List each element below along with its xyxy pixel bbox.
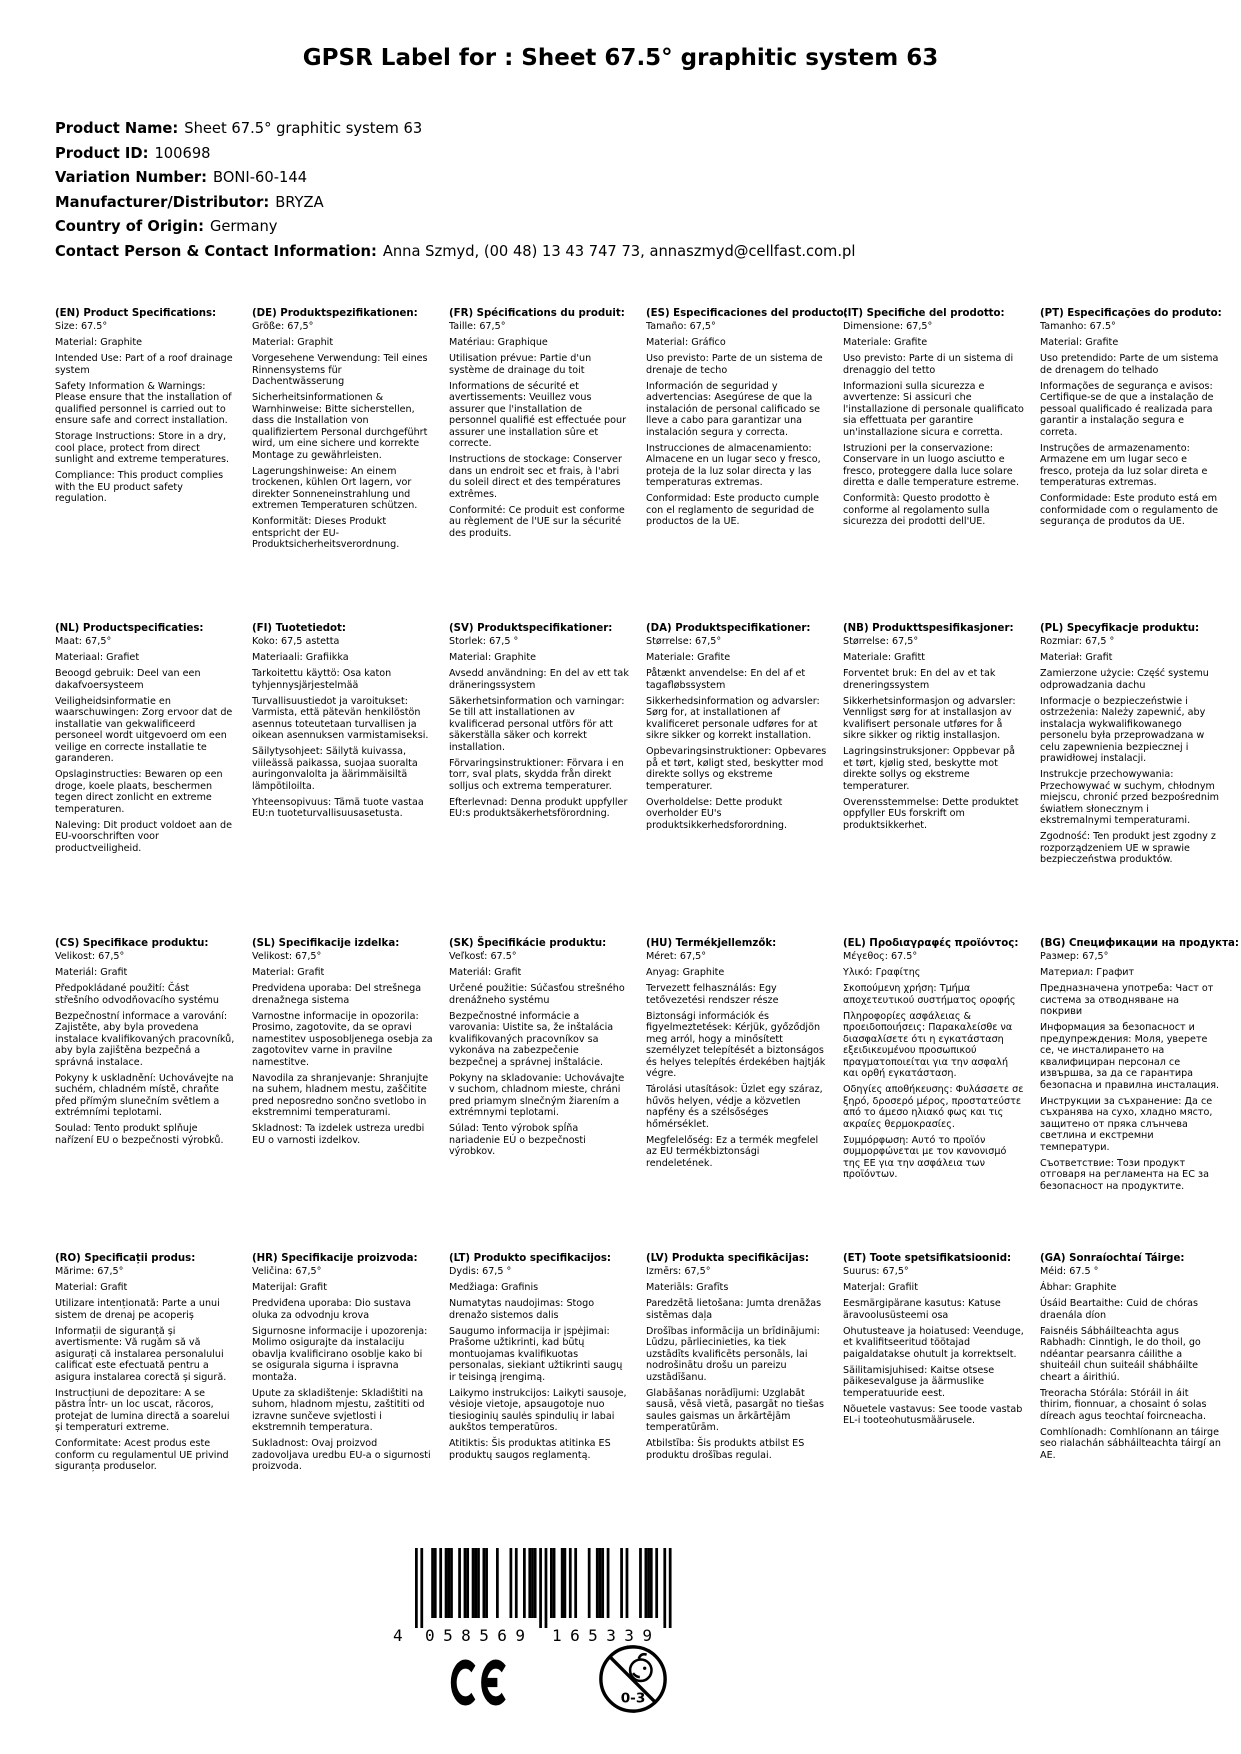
lang-block-header: (SL) Specifikacije izdelka: bbox=[252, 938, 400, 949]
product-info bbox=[55, 120, 855, 267]
barcode-digits-right: 165339 bbox=[552, 1626, 652, 1644]
spec-paragraph: Instrucțiuni de depozitare: A se păstra într- un loc uscat, răcoros, protejat de lumina directă a soarelui și temperaturi extreme. bbox=[55, 1387, 230, 1433]
lang-block-header: (HU) Termékjellemzők: bbox=[646, 938, 777, 949]
lang-block-header: (IT) Specifiche del prodotto: bbox=[843, 308, 1005, 319]
spec-paragraph: Skladnost: Ta izdelek ustreza uredbi EU o varnosti izdelkov. bbox=[252, 1123, 425, 1146]
spec-paragraph: Saugumo informacija ir įspėjimai: Prašome užtikrinti, kad būtų montuojamas kvalifikuotas personalas, siekiant užtikrinti saugų ir teisingą įrengimą. bbox=[449, 1325, 623, 1383]
spec-paragraph: Bezpečnostné informácie a varovania: Uistite sa, že inštalácia kvalifikovaných pracovníkov sa vykonáva na zabezpečenie bezpečnej a správnej inštalácie. bbox=[449, 1010, 614, 1068]
spec-paragraph: Instruções de armazenamento: Armazene em um lugar seco e fresco, proteja da luz solar direta e temperaturas extremas. bbox=[1040, 442, 1208, 488]
spec-paragraph: Σκοπούμενη χρήση: Τμήμα αποχετευτικού συστήματος οροφής bbox=[843, 983, 1016, 1006]
spec-paragraph: Varnostne informacije in opozorila: Prosimo, zagotovite, da se opravi namestitev usposobljenega osebja za zagotovitev varne in pravilne namestitve. bbox=[252, 1010, 433, 1068]
spec-paragraph: Tamanho: 67.5° bbox=[1040, 321, 1116, 332]
lang-block-ga bbox=[1040, 1253, 1221, 1568]
lang-block-header: (PT) Especificações do produto: bbox=[1040, 308, 1222, 319]
spec-paragraph: Súlad: Tento výrobok spĺňa nariadenie EÚ o bezpečnosti výrobkov. bbox=[449, 1123, 586, 1157]
spec-paragraph: Materjal: Grafiit bbox=[843, 1282, 918, 1293]
spec-paragraph: Material: Gráfico bbox=[646, 337, 726, 348]
product-id-line bbox=[55, 145, 855, 162]
spec-paragraph: Suurus: 67,5° bbox=[843, 1266, 909, 1277]
spec-paragraph: Size: 67.5° bbox=[55, 321, 108, 332]
lang-block-lt bbox=[449, 1253, 630, 1568]
spec-paragraph: Instrukcje przechowywania: Przechowywać w suchym, chłodnym miejscu, chronić przed bezpośrednim światłem słonecznym i ekstremalnymi temperaturami. bbox=[1040, 769, 1219, 826]
spec-paragraph: Zgodność: Ten produkt jest zgodny z rozporządzeniem UE w sprawie bezpieczeństwa produktów. bbox=[1040, 831, 1216, 865]
spec-paragraph: Compliance: This product complies with the EU product safety regulation. bbox=[55, 470, 224, 504]
spec-paragraph: Tárolási utasítások: Üzlet egy száraz, hűvös helyen, védje a közvetlen napfény és a szélsőséges hőmérséklet. bbox=[646, 1084, 823, 1130]
spec-paragraph: Biztonsági információk és figyelmeztetések: Kérjük, győződjön meg arról, hogy a minősített személyzet telepítését a biztonságos és helyes telepítés érdekében hajtják végre. bbox=[646, 1010, 826, 1079]
lang-block-nl bbox=[55, 623, 236, 938]
spec-paragraph: Μέγεθος: 67.5° bbox=[843, 951, 918, 962]
spec-paragraph: Materiaali: Grafiikka bbox=[252, 652, 349, 663]
spec-paragraph: Storlek: 67,5 ° bbox=[449, 636, 519, 647]
spec-paragraph: Størrelse: 67,5° bbox=[843, 636, 919, 647]
spec-paragraph: Medžiaga: Grafinis bbox=[449, 1282, 539, 1293]
spec-paragraph: Pokyny na skladovanie: Uchovávajte v suchom, chladnom mieste, chráni pred priamym slnečným žiarením a extrémnymi teplotami. bbox=[449, 1072, 625, 1118]
spec-paragraph: Overensstemmelse: Dette produktet oppfyller EUs forskrift om produktsikkerhet. bbox=[843, 796, 1019, 831]
lang-block-da bbox=[646, 623, 827, 938]
spec-paragraph: Overholdelse: Dette produkt overholder EU's produktsikkerhedsforordning. bbox=[646, 796, 788, 831]
spec-paragraph: Material: Grafite bbox=[1040, 337, 1119, 348]
lang-block-hu bbox=[646, 938, 827, 1253]
spec-paragraph: Conformité: Ce produit est conforme au règlement de l'UE sur la sécurité des produits. bbox=[449, 504, 625, 539]
spec-paragraph: Πληροφορίες ασφάλειας & προειδοποιήσεις: Παρακαλείσθε να διασφαλίσετε ότι η εγκατάσταση εξειδικευμένου προσωπικού πραγματοποιείται για την ασφαλή και ορθή εγκατάσταση. bbox=[843, 1010, 1013, 1079]
spec-paragraph: Nõuetele vastavus: See toode vastab EL-i tooteohutusmäärusele. bbox=[843, 1403, 1023, 1426]
spec-paragraph: Größe: 67,5° bbox=[252, 321, 314, 332]
spec-paragraph: Materiale: Grafite bbox=[843, 337, 928, 348]
spec-paragraph: Veľkosť: 67.5° bbox=[449, 951, 517, 962]
variation-number-line bbox=[55, 169, 855, 186]
spec-paragraph: Istruzioni per la conservazione: Conservare in un luogo asciutto e fresco, proteggere dalla luce solare diretta e dalle temperature estreme. bbox=[843, 442, 1019, 488]
spec-paragraph: Predviđena uporaba: Dio sustava oluka za odvodnju krova bbox=[252, 1298, 412, 1321]
spec-paragraph: Sikkerhedsinformation og advarsler: Sørg for, at installationen af kvalificeret personale udføres for at sikre sikker og korrekt installation. bbox=[646, 695, 820, 741]
spec-paragraph: Materiale: Grafitt bbox=[843, 652, 925, 663]
lang-block-header: (CS) Specifikace produktu: bbox=[55, 938, 209, 949]
spec-paragraph: Treoracha Stórála: Stóráil in áit thirim, fionnuar, a chosaint ó solas díreach agus teochtaí foircneacha. bbox=[1040, 1387, 1207, 1422]
spec-paragraph: Konformität: Dieses Produkt entspricht der EU-Produktsicherheitsverordnung. bbox=[252, 516, 400, 550]
spec-paragraph: Matériau: Graphique bbox=[449, 337, 548, 348]
spec-paragraph: Informații de siguranță și avertismente: Vă rugăm să vă asigurați că instalarea personalului calificat este efectuată pentru a asigura instalarea corectă și sigură. bbox=[55, 1325, 227, 1383]
spec-paragraph: Maat: 67,5° bbox=[55, 636, 112, 647]
spec-paragraph: Informations de sécurité et avertissements: Veuillez vous assurer que l'installation de personnel qualifié est effectuée pour assurer une installation sûre et correcte. bbox=[449, 380, 627, 449]
spec-paragraph: Sigurnosne informacije i upozorenja: Molimo osigurajte da instalaciju obavlja kvalificirano osoblje kako bi se osigurala sigurna i ispravna montaža. bbox=[252, 1325, 428, 1383]
country-of-origin-line bbox=[55, 218, 855, 235]
spec-paragraph: Material: Grafit bbox=[55, 1282, 128, 1293]
spec-paragraph: Efterlevnad: Denna produkt uppfyller EU:s produktsäkerhetsförordning. bbox=[449, 796, 628, 819]
variation-number-value: BONI-60-144 bbox=[213, 169, 308, 186]
spec-paragraph: Tervezett felhasználás: Egy tetővezetési rendszer része bbox=[646, 983, 779, 1006]
spec-paragraph: Atitiktis: Šis produktas atitinka ES produktų saugos reglamentą. bbox=[449, 1438, 611, 1461]
spec-paragraph: Sikkerhetsinformasjon og advarsler: Vennligst sørg for at installasjon av kvalifisert personale utføres for å sikre sikker og riktig installasjon. bbox=[843, 695, 1016, 741]
lang-block-it bbox=[843, 308, 1024, 623]
spec-paragraph: Material: Graphit bbox=[252, 337, 334, 348]
spec-paragraph: Méret: 67,5° bbox=[646, 951, 707, 962]
language-grid bbox=[55, 308, 1239, 1568]
spec-paragraph: Faisnéis Sábháilteachta agus Rabhadh: Cinntigh, le do thoil, go ndéantar pearsanra cáilithe a shuiteáil chun suiteáil shábháilte cheart a áirithiú. bbox=[1040, 1325, 1201, 1383]
spec-paragraph: Lagringsinstruksjoner: Oppbevar på et tørt, kjølig sted, beskytte mot direkte sollys og ekstreme temperaturer. bbox=[843, 746, 1015, 792]
spec-paragraph: Lagerungshinweise: An einem trockenen, kühlen Ort lagern, vor direkter Sonneneinstrahlung und extremen Temperaturen schützen. bbox=[252, 465, 418, 511]
manufacturer-line bbox=[55, 194, 855, 211]
spec-paragraph: Drošības informācija un brīdinājumi: Lūdzu, pārliecinieties, ka tiek uzstādīts kvalificēts personāls, lai nodrošinātu drošu un pareizu uzstādīšanu. bbox=[646, 1325, 820, 1383]
lang-block-de bbox=[252, 308, 433, 623]
spec-paragraph: Upute za skladištenje: Skladištiti na suhom, hladnom mjestu, zaštititi od izravne sunčeve svjetlosti i ekstremnih temperatura. bbox=[252, 1387, 425, 1433]
spec-paragraph: Conformidad: Este producto cumple con el reglamento de seguridad de productos de la UE. bbox=[646, 493, 819, 527]
spec-paragraph: Numatytas naudojimas: Stogo drenažo sistemos dalis bbox=[449, 1298, 595, 1321]
lang-block-header: (ES) Especificaciones del producto: bbox=[646, 308, 848, 319]
lang-block-header: (HR) Specifikacije proizvoda: bbox=[252, 1253, 418, 1264]
spec-paragraph: Megfelelőség: Ez a termék megfelel az EU termékbiztonsági rendeletének. bbox=[646, 1134, 819, 1169]
spec-paragraph: Rozmiar: 67,5 ° bbox=[1040, 636, 1115, 647]
spec-paragraph: Материал: Графит bbox=[1040, 967, 1135, 978]
spec-paragraph: Material: Graphite bbox=[55, 337, 143, 348]
contact-line bbox=[55, 243, 855, 260]
lang-block-hr bbox=[252, 1253, 433, 1568]
spec-paragraph: Dimensione: 67,5° bbox=[843, 321, 933, 332]
spec-paragraph: Ohutusteave ja hoiatused: Veenduge, et kvalifitseeritud töötajad paigaldatakse ohutult ja korrektselt. bbox=[843, 1325, 1024, 1360]
spec-paragraph: Информация за безопасност и предупреждения: Моля, уверете се, че инсталирането на квалифициран персонал се извършва, за да се гарантира безопасна и правилна инсталация. bbox=[1040, 1022, 1220, 1091]
spec-paragraph: Comhlíonadh: Comhlíonann an táirge seo rialachán sábháilteachta táirgí an AE. bbox=[1040, 1426, 1221, 1461]
lang-block-fi bbox=[252, 623, 433, 938]
lang-block-header: (PL) Specyfikacje produktu: bbox=[1040, 623, 1200, 634]
product-name-value: Sheet 67.5° graphitic system 63 bbox=[184, 120, 423, 137]
spec-paragraph: Säilytysohjeet: Säilytä kuivassa, viileässä paikassa, suojaa suoralta auringonvalolta ja äärimmäisiltä lämpötiloilta. bbox=[252, 746, 418, 792]
lang-block-header: (DE) Produktspezifikationen: bbox=[252, 308, 418, 319]
spec-paragraph: Materiál: Grafit bbox=[55, 967, 128, 978]
lang-block-header: (EL) Προδιαγραφές προϊόντος: bbox=[843, 938, 1019, 949]
spec-paragraph: Utilisation prévue: Partie d'un système de drainage du toit bbox=[449, 353, 592, 376]
manufacturer-label: Manufacturer/Distributor: bbox=[55, 193, 270, 211]
lang-block-el bbox=[843, 938, 1024, 1253]
spec-paragraph: Předpokládané použití: Část střešního odvodňovacího systému bbox=[55, 983, 219, 1006]
spec-paragraph: Størrelse: 67,5° bbox=[646, 636, 722, 647]
spec-paragraph: Yhteensopivuus: Tämä tuote vastaa EU:n tuoteturvallisuusasetusta. bbox=[252, 796, 424, 819]
spec-paragraph: Opbevaringsinstruktioner: Opbevares på et tørt, køligt sted, beskytter mod direkte sollys og ekstreme temperaturer. bbox=[646, 746, 827, 792]
lang-block-header: (ET) Toote spetsifikatsioonid: bbox=[843, 1253, 1012, 1264]
country-of-origin-label: Country of Origin: bbox=[55, 218, 204, 235]
product-name-line bbox=[55, 120, 855, 137]
spec-paragraph: Materijal: Grafit bbox=[252, 1282, 327, 1293]
spec-paragraph: Uso previsto: Parte di un sistema di drenaggio del tetto bbox=[843, 353, 1014, 376]
spec-paragraph: Sukladnost: Ovaj proizvod zadovoljava uredbu EU-a o sigurnosti proizvoda. bbox=[252, 1438, 431, 1472]
spec-paragraph: Velikost: 67,5° bbox=[252, 951, 322, 962]
spec-paragraph: Informazioni sulla sicurezza e avvertenze: Si assicuri che l'installazione di personale qualificato sia effettuata per garantire un'installazione sicura e corretta. bbox=[843, 380, 1024, 438]
spec-paragraph: Uso pretendido: Parte de um sistema de drenagem do telhado bbox=[1040, 353, 1219, 376]
barcode-digits-left: 058569 bbox=[425, 1626, 525, 1644]
country-of-origin-value: Germany bbox=[209, 218, 278, 235]
spec-paragraph: Συμμόρφωση: Αυτό το προϊόν συμμορφώνεται με τον κανονισμό της ΕΕ για την ασφάλεια των προϊόντων. bbox=[843, 1134, 1007, 1180]
ce-mark-icon bbox=[450, 1654, 516, 1711]
spec-paragraph: Veličina: 67,5° bbox=[252, 1266, 322, 1277]
spec-paragraph: Material: Graphite bbox=[449, 652, 537, 663]
spec-paragraph: Materiale: Grafite bbox=[646, 652, 731, 663]
spec-paragraph: Intended Use: Part of a roof drainage system bbox=[55, 353, 233, 376]
lang-block-header: (LV) Produkta specifikācijas: bbox=[646, 1253, 809, 1264]
spec-paragraph: Mărime: 67,5° bbox=[55, 1266, 124, 1277]
spec-paragraph: Οδηγίες αποθήκευσης: Φυλάσσετε σε ξηρό, δροσερό μέρος, προστατεύστε από το άμεσο ηλιακό φως και τις ακραίες θερμοκρασίες. bbox=[843, 1084, 1024, 1130]
spec-paragraph: Υλικό: Γραφίτης bbox=[843, 967, 921, 978]
spec-paragraph: Tamaño: 67,5° bbox=[646, 321, 716, 332]
lang-block-header: (BG) Спецификации на продукта: bbox=[1040, 938, 1239, 949]
spec-paragraph: Размер: 67,5° bbox=[1040, 951, 1109, 962]
lang-block-header: (NL) Productspecificaties: bbox=[55, 623, 204, 634]
spec-paragraph: Anyag: Graphite bbox=[646, 967, 725, 978]
spec-paragraph: Pokyny k uskladnění: Uchovávejte na suchém, chladném místě, chraňte před přímým slunečním světlem a extrémními teplotami. bbox=[55, 1072, 234, 1118]
spec-paragraph: Sicherheitsinformationen & Warnhinweise: Bitte sicherstellen, dass die Installation von qualifiziertem Personal durchgeführt wird, um eine sichere und korrekte Montage zu gewährleisten. bbox=[252, 392, 428, 461]
spec-paragraph: Materiál: Grafit bbox=[449, 967, 522, 978]
lang-block-sv bbox=[449, 623, 630, 938]
spec-paragraph: Materiaal: Grafiet bbox=[55, 652, 140, 663]
manufacturer-value: BRYZA bbox=[275, 193, 324, 211]
spec-paragraph: Conformidade: Este produto está em conformidade com o regulamento de segurança de produtos da UE. bbox=[1040, 493, 1219, 527]
spec-paragraph: Izmērs: 67,5° bbox=[646, 1266, 711, 1277]
lang-block-en bbox=[55, 308, 236, 623]
spec-paragraph: Laikymo instrukcijos: Laikyti sausoje, vėsioje vietoje, apsaugotoje nuo tiesioginių saulės spindulių ir labai aukštos temperatūros. bbox=[449, 1387, 627, 1433]
contact-label: Contact Person & Contact Information: bbox=[55, 242, 377, 260]
spec-paragraph: Storage Instructions: Store in a dry, cool place, protect from direct sunlight and extreme temperatures. bbox=[55, 431, 230, 465]
lang-block-header: (SK) Špecifikácie produktu: bbox=[449, 938, 607, 949]
spec-paragraph: Съответствие: Този продукт отговаря на регламента на ЕС за безопасност на продуктите. bbox=[1040, 1157, 1209, 1192]
spec-paragraph: Предназначена употреба: Част от система за отводняване на покриви bbox=[1040, 983, 1214, 1017]
spec-paragraph: Förvaringsinstruktioner: Förvara i en torr, sval plats, skydda från direkt solljus och extrema temperaturer. bbox=[449, 757, 624, 792]
spec-paragraph: Tarkoitettu käyttö: Osa katon tyhjennysjärjestelmää bbox=[252, 668, 392, 691]
spec-paragraph: Инструкции за съхранение: Да се съхранява на сухо, хладно място, защитено от пряка слънчева светлина и екстремни температури. bbox=[1040, 1095, 1213, 1153]
spec-paragraph: Beoogd gebruik: Deel van een dakafvoersysteem bbox=[55, 668, 201, 691]
age-warning-0-3-icon bbox=[596, 1642, 670, 1716]
age-range-text: 0-3 bbox=[620, 1690, 646, 1707]
spec-paragraph: Avsedd användning: En del av ett tak dräneringssystem bbox=[449, 668, 629, 691]
spec-paragraph: Méid: 67.5 ° bbox=[1040, 1266, 1099, 1277]
lang-block-header: (RO) Specificații produs: bbox=[55, 1253, 196, 1264]
spec-paragraph: Navodila za shranjevanje: Shranjujte na suhem, hladnem mestu, zaščitite pred neposredno sončno svetlobo in ekstremnimi temperaturami. bbox=[252, 1072, 429, 1118]
spec-paragraph: Predvidena uporaba: Del strešnega drenažnega sistema bbox=[252, 983, 422, 1006]
spec-paragraph: Conformitate: Acest produs este conform cu regulamentul UE privind siguranța produselor. bbox=[55, 1438, 229, 1472]
spec-paragraph: Zamierzone użycie: Część systemu odprowadzania dachu bbox=[1040, 668, 1209, 691]
spec-paragraph: Glabāšanas norādījumi: Uzglabāt sausā, vēsā vietā, pasargāt no tiešas saules gaismas un ārkārtējām temperatūrām. bbox=[646, 1387, 825, 1433]
lang-block-header: (DA) Produktspecifikationer: bbox=[646, 623, 811, 634]
spec-paragraph: Úsáid Beartaithe: Cuid de chóras draenála díon bbox=[1040, 1298, 1199, 1321]
spec-paragraph: Určené použitie: Súčasťou strešného drenážneho systému bbox=[449, 983, 625, 1006]
spec-paragraph: Veiligheidsinformatie en waarschuwingen: Zorg ervoor dat de installatie van gekwalificeerd personeel wordt uitgevoerd om een veilige en correcte installatie te garanderen. bbox=[55, 695, 233, 764]
lang-block-cs bbox=[55, 938, 236, 1253]
lang-block-ro bbox=[55, 1253, 236, 1568]
lang-block-header: (LT) Produkto specifikacijos: bbox=[449, 1253, 611, 1264]
lang-block-header: (NB) Produkttspesifikasjoner: bbox=[843, 623, 1014, 634]
spec-paragraph: Material: Grafit bbox=[252, 967, 325, 978]
contact-value: Anna Szmyd, (00 48) 13 43 747 73, annaszmyd@cellfast.com.pl bbox=[382, 242, 856, 260]
spec-paragraph: Utilizare intenționată: Parte a unui sistem de drenaj pe acoperiș bbox=[55, 1298, 220, 1321]
lang-block-header: (SV) Produktspecifikationer: bbox=[449, 623, 613, 634]
product-id-value: 100698 bbox=[154, 144, 211, 162]
spec-paragraph: Forventet bruk: En del av et tak dreneringssystem bbox=[843, 668, 996, 691]
lang-block-et bbox=[843, 1253, 1024, 1568]
lang-block-fr bbox=[449, 308, 630, 623]
spec-paragraph: Dydis: 67,5 ° bbox=[449, 1266, 512, 1277]
barcode bbox=[385, 1548, 685, 1644]
spec-paragraph: Ábhar: Graphite bbox=[1040, 1282, 1117, 1293]
product-name-label: Product Name: bbox=[55, 120, 179, 137]
lang-block-header: (FR) Spécifications du produit: bbox=[449, 308, 625, 319]
spec-paragraph: Turvallisuustiedot ja varoitukset: Varmista, että pätevän henkilöstön asennus toteutetaan turvallisen ja oikean asennuksen varmistamiseksi. bbox=[252, 695, 429, 741]
spec-paragraph: Materiał: Grafit bbox=[1040, 652, 1113, 663]
variation-number-label: Variation Number: bbox=[55, 169, 208, 186]
spec-paragraph: Bezpečnostní informace a varování: Zajistěte, aby byla provedena instalace kvalifikovaných pracovníků, aby byla zajištěna bezpečná a správná instalace. bbox=[55, 1010, 235, 1068]
spec-paragraph: Informações de segurança e avisos: Certifique-se de que a instalação de pessoal qualificado é realizada para garantir a instalação segura e correta. bbox=[1040, 380, 1214, 438]
spec-paragraph: Taille: 67,5° bbox=[449, 321, 506, 332]
lang-block-lv bbox=[646, 1253, 827, 1568]
spec-paragraph: Eesmärgipärane kasutus: Katuse äravoolusüsteemi osa bbox=[843, 1298, 1001, 1321]
spec-paragraph: Instructions de stockage: Conserver dans un endroit sec et frais, à l'abri du soleil direct et des températures extrêmes. bbox=[449, 454, 622, 500]
spec-paragraph: Informacje o bezpieczeństwie i ostrzeżenia: Należy zapewnić, aby instalacja wykwalifikowanego personelu była przeprowadzana w celu zapewnienia bezpiecznej i prawidłowej instalacji. bbox=[1040, 695, 1206, 764]
spec-paragraph: Opslaginstructies: Bewaren op een droge, koele plaats, beschermen tegen direct zonlicht en extreme temperaturen. bbox=[55, 769, 223, 815]
spec-paragraph: Påtænkt anvendelse: En del af et tagafløbssystem bbox=[646, 668, 806, 691]
lang-block-pl bbox=[1040, 623, 1221, 938]
barcode-digit-lead: 4 bbox=[393, 1626, 403, 1644]
spec-paragraph: Koko: 67,5 astetta bbox=[252, 636, 340, 647]
lang-block-header: (GA) Sonraíochtaí Táirge: bbox=[1040, 1253, 1185, 1264]
lang-block-sk bbox=[449, 938, 630, 1253]
ean-barcode-icon bbox=[385, 1548, 685, 1644]
lang-block-header: (EN) Product Specifications: bbox=[55, 308, 217, 319]
lang-block-es bbox=[646, 308, 848, 623]
spec-paragraph: Säilitamisjuhised: Kaitse otsese päikesevalguse ja äärmuslike temperatuuride eest. bbox=[843, 1364, 995, 1399]
spec-paragraph: Instrucciones de almacenamiento: Almacene en un lugar seco y fresco, proteja de la luz solar directa y las temperaturas extremas. bbox=[646, 442, 821, 488]
page-title: GPSR Label for : Sheet 67.5° graphitic system 63 bbox=[302, 45, 939, 71]
lang-block-pt bbox=[1040, 308, 1221, 623]
spec-paragraph: Säkerhetsinformation och varningar: Se till att installationen av kvalificerad personal utförs för att säkerställa säker och korrekt installation. bbox=[449, 695, 625, 753]
lang-block-sl bbox=[252, 938, 433, 1253]
spec-paragraph: Velikost: 67,5° bbox=[55, 951, 125, 962]
spec-paragraph: Vorgesehene Verwendung: Teil eines Rinnensystems für Dachentwässerung bbox=[252, 353, 428, 387]
spec-paragraph: Soulad: Tento produkt splňuje nařízení EU o bezpečnosti výrobků. bbox=[55, 1123, 224, 1146]
product-id-label: Product ID: bbox=[55, 144, 149, 162]
spec-paragraph: Safety Information & Warnings: Please ensure that the installation of qualified personnel is carried out to ensure safe and correct installation. bbox=[55, 380, 232, 426]
lang-block-nb bbox=[843, 623, 1024, 938]
spec-paragraph: Uso previsto: Parte de un sistema de drenaje de techo bbox=[646, 353, 823, 376]
spec-paragraph: Conformità: Questo prodotto è conforme al regolamento sulla sicurezza dei prodotti dell'UE. bbox=[843, 493, 990, 527]
spec-paragraph: Atbilstība: Šis produkts atbilst ES produktu drošības regulai. bbox=[646, 1438, 805, 1461]
spec-paragraph: Naleving: Dit product voldoet aan de EU-voorschriften voor productveiligheid. bbox=[55, 819, 232, 854]
spec-paragraph: Materiāls: Grafīts bbox=[646, 1282, 729, 1293]
spec-paragraph: Paredzētā lietošana: Jumta drenāžas sistēmas daļa bbox=[646, 1298, 822, 1321]
spec-paragraph: Información de seguridad y advertencias: Asegúrese de que la instalación de personal calificado se lleve a cabo para garantizar una instalación segura y correcta. bbox=[646, 380, 820, 438]
lang-block-header: (FI) Tuotetiedot: bbox=[252, 623, 346, 634]
lang-block-bg bbox=[1040, 938, 1239, 1253]
